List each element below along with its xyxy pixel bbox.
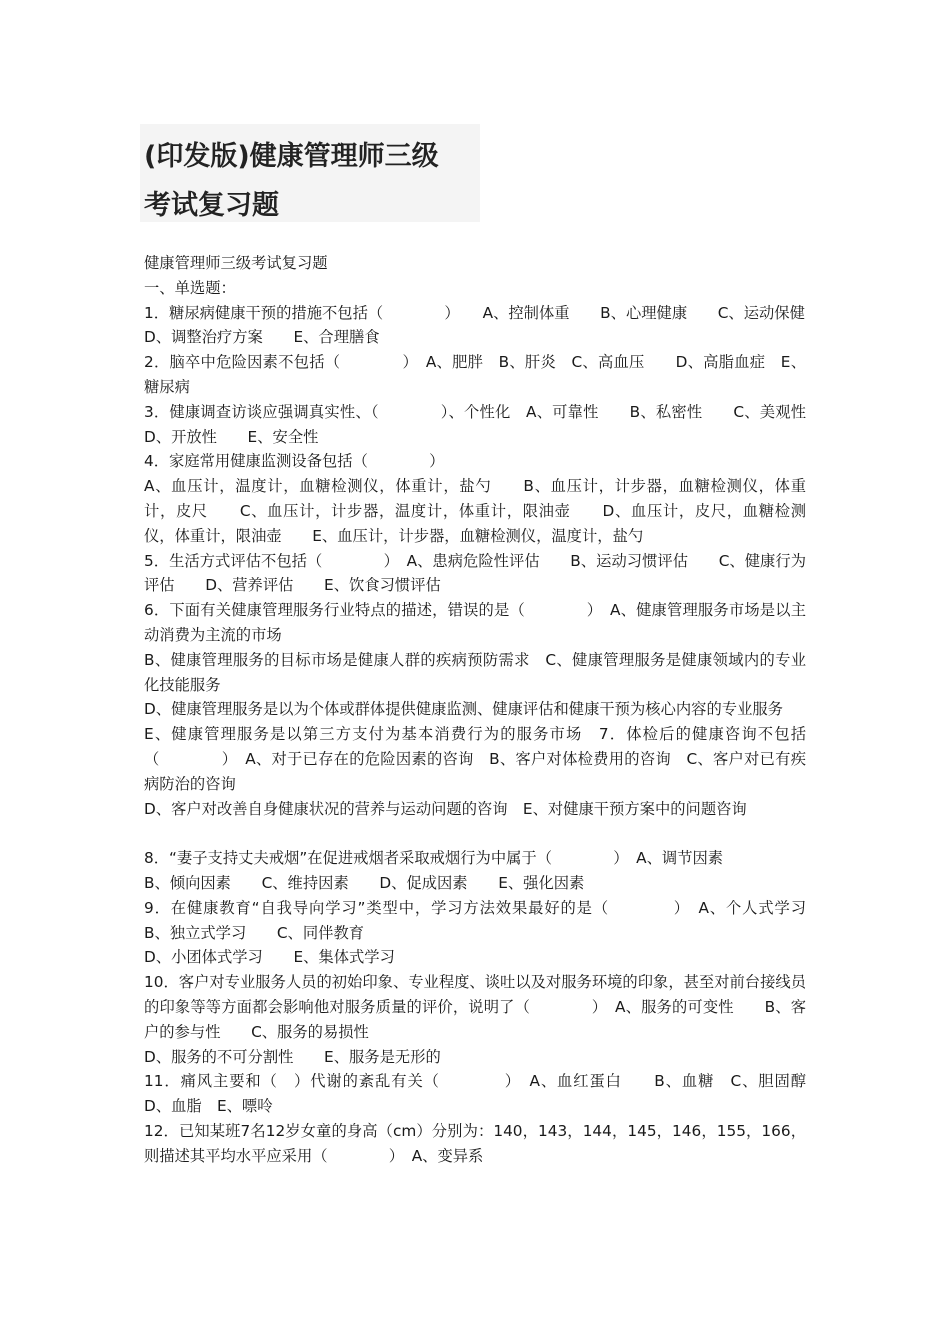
paragraph: D、调整治疗方案 E、合理膳食 <box>144 328 380 347</box>
paragraph: 5．生活方式评估不包括（ ） A、患病危险性评估 B、运动习惯评估 C、健康行为评估 D、营养评估 E、饮食习惯评估 <box>144 551 806 595</box>
paragraph: B、倾向因素 C、维持因素 D、促成因素 E、强化因素 <box>144 873 585 892</box>
paragraph: B、健康管理服务的目标市场是健康人群的疾病预防需求 C、健康管理服务是健康领域内的专业化技能服务 <box>144 650 806 694</box>
paragraph: D、客户对改善自身健康状况的营养与运动问题的咨询 E、对健康干预方案中的问题咨询 <box>144 799 747 818</box>
paragraph: 6．下面有关健康管理服务行业特点的描述，错误的是（ ） A、健康管理服务市场是以主动消费为主流的市场 <box>144 601 806 644</box>
paragraph: 1．糖尿病健康干预的措施不包括（ ） A、控制体重 B、心理健康 C、运动保健 <box>144 303 805 322</box>
paragraph: 一、单选题： <box>144 278 236 297</box>
paragraph: D、服务的不可分割性 E、服务是无形的 <box>144 1047 441 1066</box>
paragraph: 2．脑卒中危险因素不包括（ ） A、肥胖 B、肝炎 C、高血压 D、高脂血症 E、糖尿病 <box>144 353 806 396</box>
paragraph: D、小团体式学习 E、集体式学习 <box>144 948 395 967</box>
paragraph: 12．已知某班7名12岁女童的身高（cm）分别为：140，143，144，145，146，155，166，则描述其平均水平应采用（ ） A、变异系 <box>144 1121 806 1165</box>
document-body <box>144 251 837 1168</box>
document-title-line-1: (印发版)健康管理师三级 <box>144 141 439 172</box>
paragraph: A、血压计，温度计，血糖检测仪，体重计，盐勺 B、血压计，计步器，血糖检测仪，体重计，皮尺 C、血压计，计步器，温度计，体重计，限油壶 D、血压计，皮尺，血糖检测仪，体重计，限油壶 E、血压计，计步器，血糖检测仪，温度计，盐勺 <box>144 477 806 545</box>
paragraph: 3．健康调查访谈应强调真实性、（ ）、个性化 A、可靠性 B、私密性 C、美观性 D、开放性 E、安全性 <box>144 402 837 446</box>
paragraph: 8．“妻子支持丈夫戒烟”在促进戒烟者采取戒烟行为中属于（ ） A、调节因素 <box>144 849 724 868</box>
blank-line <box>144 821 806 846</box>
paragraph: 9．在健康教育“自我导向学习”类型中，学习方法效果最好的是（ ） A、个人式学习 B、独立式学习 C、同伴教育 <box>144 898 837 942</box>
paragraph: 11．痛风主要和（ ）代谢的紊乱有关（ ） A、血红蛋白 B、血糖 C、胆固醇 D、血脂 E、嘌呤 <box>144 1072 837 1116</box>
paragraph: E、健康管理服务是以第三方支付为基本消费行为的服务市场 7．体检后的健康咨询不包括（ ） A、对于已存在的危险因素的咨询 B、客户对体检费用的咨询 C、客户对已有疾病防治的咨询 <box>144 725 806 793</box>
paragraph: 健康管理师三级考试复习题 <box>144 254 328 272</box>
paragraph: 4．家庭常用健康监测设备包括（ ） <box>144 452 445 471</box>
paragraph: D、健康管理服务是以为个体或群体提供健康监测、健康评估和健康干预为核心内容的专业服务 <box>144 700 783 719</box>
paragraph: 10．客户对专业服务人员的初始印象、专业程度、谈吐以及对服务环境的印象，甚至对前台接线员的印象等等方面都会影响他对服务质量的评价，说明了（ ） A、服务的可变性 B、客户的参与性 C、服务的易损性 <box>144 973 806 1041</box>
document-title-line-2: 考试复习题 <box>144 190 279 221</box>
